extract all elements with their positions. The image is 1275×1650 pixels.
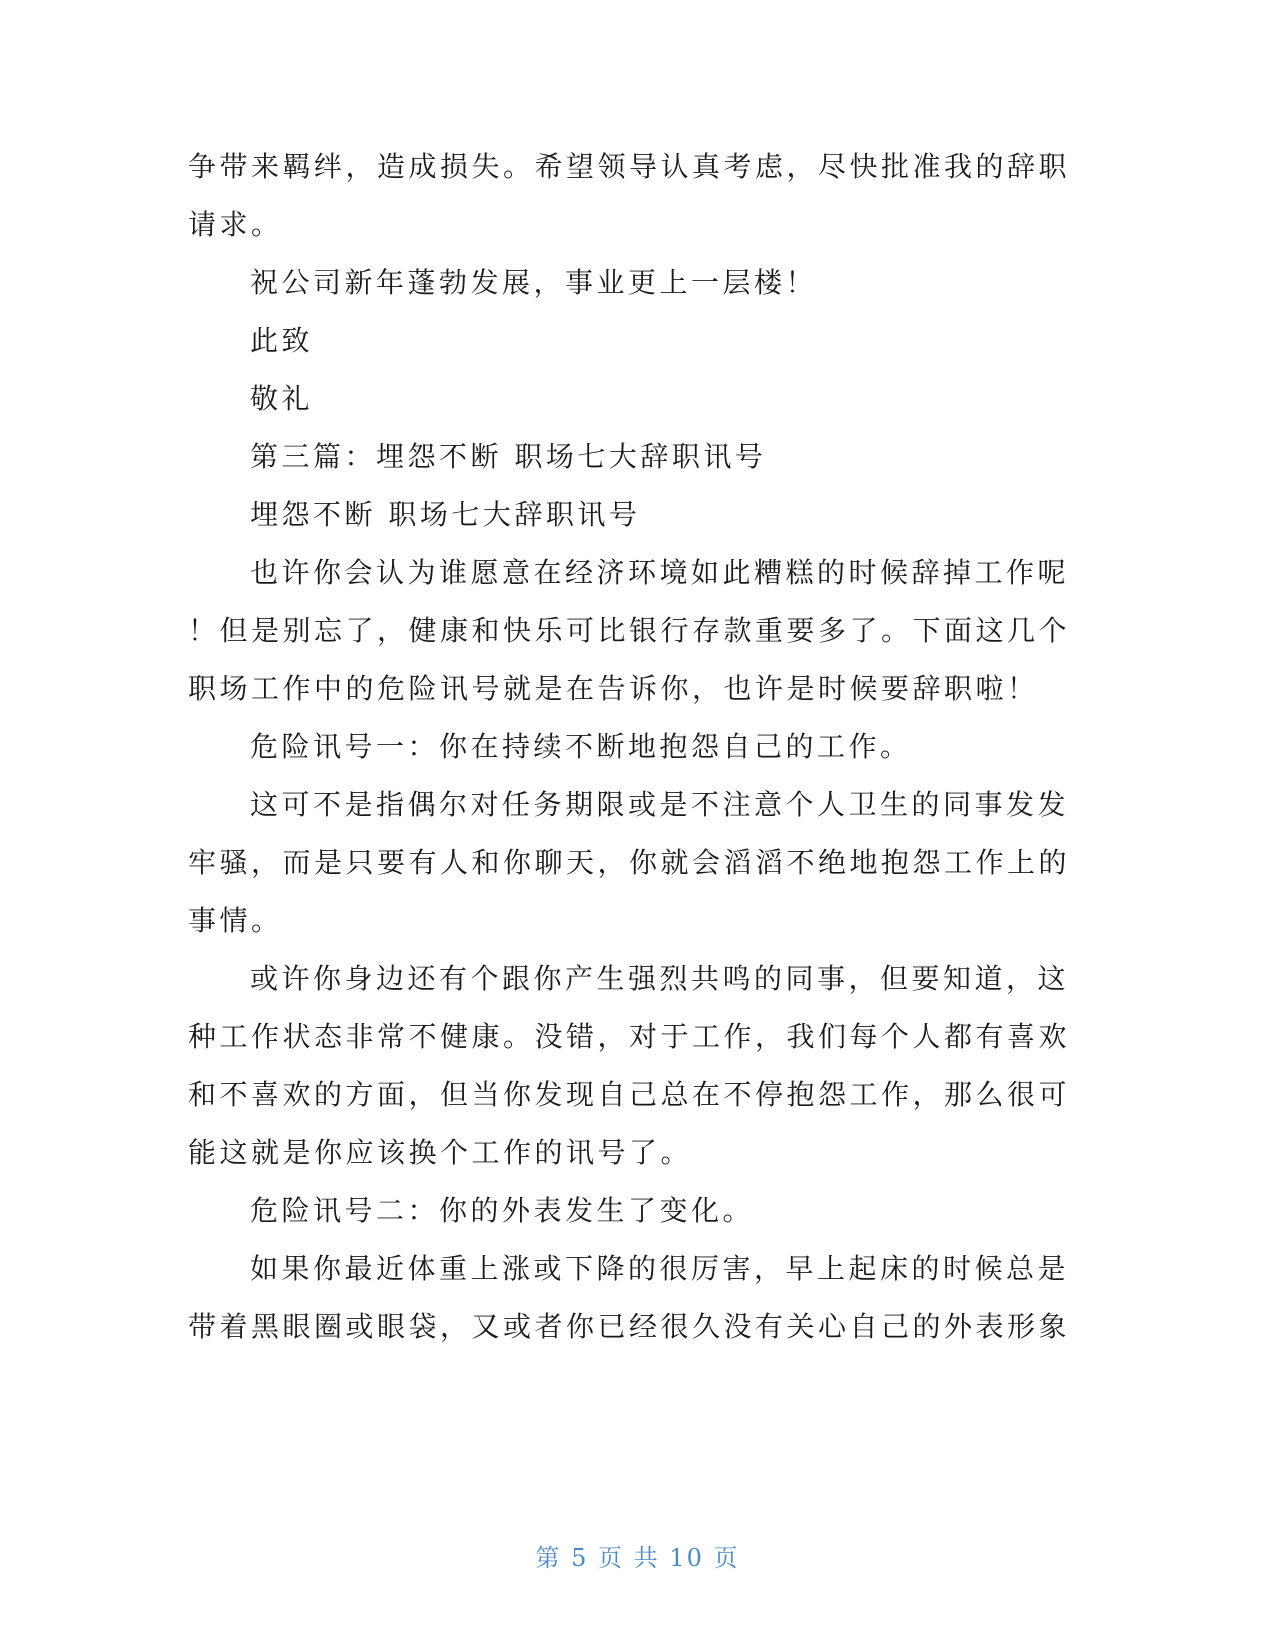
article-title: 埋怨不断 职场七大辞职讯号 [250,498,641,531]
text-line: 或许你身边还有个跟你产生强烈共鸣的同事，但要知道，这 [250,962,1070,995]
text-line: 能这就是你应该换个工作的讯号了。 [188,1136,693,1169]
text-line: 此致 [250,324,314,357]
text-line: 事情。 [188,904,283,937]
text-line: 种工作状态非常不健康。没错，对于工作，我们每个人都有喜欢 [188,1020,1071,1053]
text-line: 请求。 [188,208,283,241]
text-line: 职场工作中的危险讯号就是在告诉你，也许是时候要辞职啦！ [188,672,1039,705]
text-line: 这可不是指偶尔对任务期限或是不注意个人卫生的同事发发 [250,788,1070,821]
signal-heading: 危险讯号二：你的外表发生了变化。 [250,1194,755,1227]
text-line: 祝公司新年蓬勃发展，事业更上一层楼！ [250,266,818,299]
text-line: 敬礼 [250,382,314,415]
text-line: 如果你最近体重上涨或下降的很厉害，早上起床的时候总是 [250,1252,1070,1285]
signal-heading: 危险讯号一：你在持续不断地抱怨自己的工作。 [250,730,912,763]
text-line: 也许你会认为谁愿意在经济环境如此糟糕的时候辞掉工作呢 [250,556,1070,589]
text-line: 和不喜欢的方面，但当你发现自己总在不停抱怨工作，那么很可 [188,1078,1071,1111]
document-body [188,138,1071,1356]
text-line: 带着黑眼圈或眼袋，又或者你已经很久没有关心自己的外表形象 [188,1310,1071,1343]
text-line: ！但是别忘了，健康和快乐可比银行存款重要多了。下面这几个 [188,614,1071,647]
text-line: 牢骚，而是只要有人和你聊天，你就会滔滔不绝地抱怨工作上的 [188,846,1071,879]
page-number-footer: 第 5 页 共 10 页 [535,1544,740,1572]
text-line: 争带来羁绊，造成损失。希望领导认真考虑，尽快批准我的辞职 [188,150,1071,183]
section-heading: 第三篇：埋怨不断 职场七大辞职讯号 [250,440,767,473]
